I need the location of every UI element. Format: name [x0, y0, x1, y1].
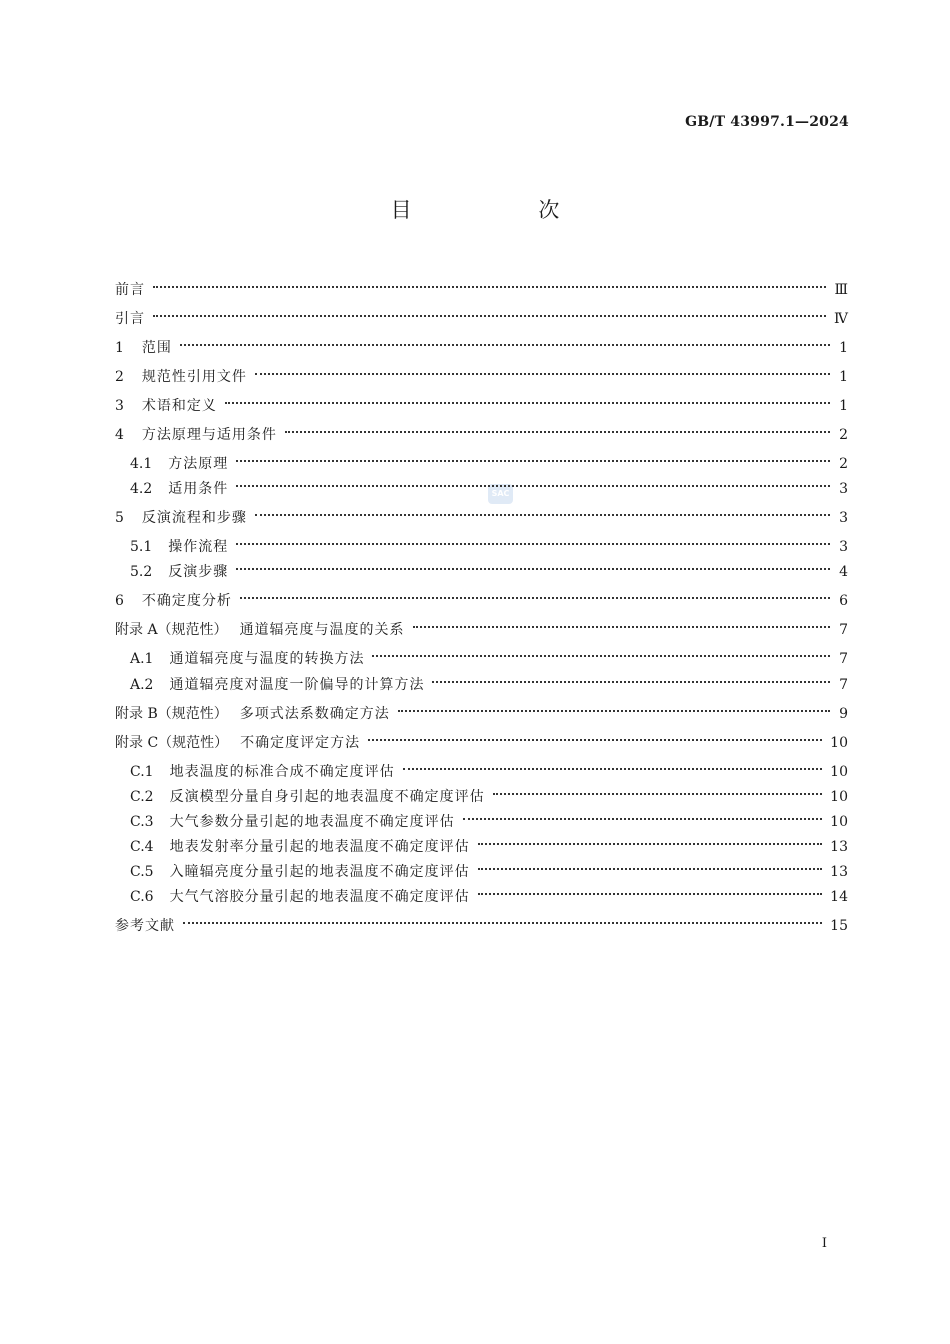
toc-entry-number: 1: [115, 340, 124, 356]
toc-entry-number: C.3: [130, 814, 154, 830]
toc-entry-number: C.6: [130, 889, 154, 905]
toc-dot-leader: [236, 446, 830, 468]
toc-entry-page: 7: [839, 651, 848, 667]
toc-dot-leader: [372, 641, 830, 663]
toc-entry-label: 反演步骤: [168, 564, 229, 580]
toc-entry-label: 大气气溶胶分量引起的地表温度不确定度评估: [169, 889, 470, 905]
toc-dot-leader: [236, 529, 830, 551]
page-title: 目 次: [390, 198, 620, 222]
toc-entry-label: 规范性引用文件: [141, 369, 247, 385]
toc-dot-leader: [368, 725, 822, 747]
toc-dot-leader: [255, 500, 830, 522]
toc-entry[interactable]: [130, 554, 848, 580]
toc-entry-number: 5.1: [130, 539, 153, 555]
toc-entry-page: 13: [830, 864, 848, 880]
toc-entry-page: 10: [830, 789, 848, 805]
toc-entry-label: 适用条件: [168, 481, 229, 497]
toc-entry-label: 操作流程: [168, 539, 229, 555]
toc-entry-label: 反演模型分量自身引起的地表温度不确定度评估: [169, 789, 485, 805]
toc-entry[interactable]: [130, 641, 848, 667]
toc-entry-page: 4: [839, 564, 848, 580]
toc-entry-label: 不确定度评定方法: [240, 735, 361, 751]
toc-entry-page: 1: [839, 398, 848, 414]
toc-entry-page: 6: [839, 593, 848, 609]
toc-entry-page: 13: [830, 839, 848, 855]
toc-entry-number: C.5: [130, 864, 154, 880]
toc-dot-leader: [493, 779, 823, 801]
toc-dot-leader: [478, 879, 823, 901]
toc-entry-page: 3: [839, 510, 848, 526]
toc-entry[interactable]: [115, 696, 848, 722]
toc-entry-label: 通道辐亮度与温度的关系: [239, 622, 405, 638]
toc-entry-page: 1: [839, 369, 848, 385]
toc-entry-number: A.2: [130, 677, 154, 693]
toc-entry-page: 10: [830, 764, 848, 780]
toc-entry[interactable]: [130, 529, 848, 555]
toc-entry-label: 地表发射率分量引起的地表温度不确定度评估: [169, 839, 470, 855]
toc-entry-label: 通道辐亮度对温度一阶偏导的计算方法: [169, 677, 425, 693]
toc-entry-label: 反演流程和步骤: [141, 510, 247, 526]
toc-entry-page: 7: [839, 622, 848, 638]
toc-entry-page: 10: [830, 814, 848, 830]
toc-entry[interactable]: [115, 908, 848, 934]
toc-dot-leader: [413, 612, 830, 634]
toc-entry-number: 5: [115, 510, 124, 526]
toc-entry-label: 多项式法系数确定方法: [239, 706, 390, 722]
toc-entry-label: 术语和定义: [141, 398, 217, 414]
toc-entry-label: 入瞳辐亮度分量引起的地表温度不确定度评估: [169, 864, 470, 880]
toc-dot-leader: [153, 301, 826, 323]
toc-entry-page: 15: [830, 918, 848, 934]
toc-entry-label: 范围: [141, 340, 172, 356]
toc-entry-label: 不确定度分析: [141, 593, 232, 609]
toc-entry-number: 附录 A（规范性）: [115, 622, 228, 638]
toc-dot-leader: [432, 667, 830, 689]
toc-entry-page: 7: [839, 677, 848, 693]
toc-entry[interactable]: [115, 417, 848, 443]
toc-entry-number: 2: [115, 369, 124, 385]
toc-entry-page: 9: [839, 706, 848, 722]
toc-dot-leader: [153, 272, 826, 294]
toc-entry-number: 4.1: [130, 456, 153, 472]
toc-entry-number: C.4: [130, 839, 154, 855]
toc-entry[interactable]: [130, 779, 848, 805]
toc-entry-label: 方法原理与适用条件: [141, 427, 277, 443]
toc-entry-number: A.1: [130, 651, 154, 667]
toc-dot-leader: [183, 908, 822, 930]
toc-dot-leader: [180, 330, 830, 352]
toc-entry-number: 6: [115, 593, 124, 609]
toc-dot-leader: [285, 417, 830, 439]
toc-entry-number: 4.2: [130, 481, 153, 497]
toc-entry-number: C.2: [130, 789, 154, 805]
toc-entry[interactable]: [130, 446, 848, 472]
toc-dot-leader: [255, 359, 830, 381]
toc-entry-page: 3: [839, 539, 848, 555]
toc-entry-page: 3: [839, 481, 848, 497]
toc-entry-label: 前言: [115, 282, 145, 298]
toc-entry[interactable]: [130, 667, 848, 693]
toc-entry[interactable]: [130, 879, 848, 905]
toc-entry-page: Ⅳ: [834, 311, 848, 327]
toc-entry-label: 方法原理: [168, 456, 229, 472]
toc-entry-label: 参考文献: [115, 918, 175, 934]
toc-entry-number: 3: [115, 398, 124, 414]
sac-watermark-logo: SAC: [488, 484, 513, 504]
toc-dot-leader: [403, 754, 823, 776]
toc-entry-page: 2: [839, 456, 848, 472]
toc-entry-number: 4: [115, 427, 124, 443]
toc-entry-number: C.1: [130, 764, 154, 780]
toc-entry[interactable]: [130, 754, 848, 780]
toc-entry-page: 14: [830, 889, 848, 905]
document-code: GB/T 43997.1—2024: [685, 114, 849, 130]
toc-dot-leader: [478, 829, 823, 851]
toc-entry[interactable]: [115, 612, 848, 638]
toc-entry[interactable]: [115, 330, 848, 356]
toc-dot-leader: [236, 471, 830, 493]
toc-entry-number: 附录 C（规范性）: [115, 735, 229, 751]
toc-entry-page: 1: [839, 340, 848, 356]
toc-entry[interactable]: [130, 804, 848, 830]
toc-entry[interactable]: [130, 854, 848, 880]
toc-entry[interactable]: [115, 500, 848, 526]
page-number: I: [821, 1236, 827, 1251]
toc-dot-leader: [240, 583, 830, 605]
toc-entry[interactable]: [115, 301, 848, 327]
toc-entry[interactable]: [115, 583, 848, 609]
toc-entry-page: 2: [839, 427, 848, 443]
toc-entry-label: 通道辐亮度与温度的转换方法: [169, 651, 365, 667]
toc-dot-leader: [478, 854, 823, 876]
toc-dot-leader: [463, 804, 823, 826]
toc-entry-page: Ⅲ: [834, 282, 848, 298]
toc-entry-label: 大气参数分量引起的地表温度不确定度评估: [169, 814, 455, 830]
toc-entry-page: 10: [830, 735, 848, 751]
toc-dot-leader: [236, 554, 830, 576]
toc-entry[interactable]: [115, 725, 848, 751]
toc-entry[interactable]: [130, 829, 848, 855]
toc-entry-label: 地表温度的标准合成不确定度评估: [169, 764, 395, 780]
toc-dot-leader: [398, 696, 830, 718]
toc-entry-number: 附录 B（规范性）: [115, 706, 228, 722]
toc-entry-label: 引言: [115, 311, 145, 327]
toc-entry-number: 5.2: [130, 564, 153, 580]
toc-dot-leader: [225, 388, 830, 410]
toc-entry[interactable]: [115, 359, 848, 385]
toc-entry[interactable]: [115, 388, 848, 414]
toc-entry[interactable]: [115, 272, 848, 298]
